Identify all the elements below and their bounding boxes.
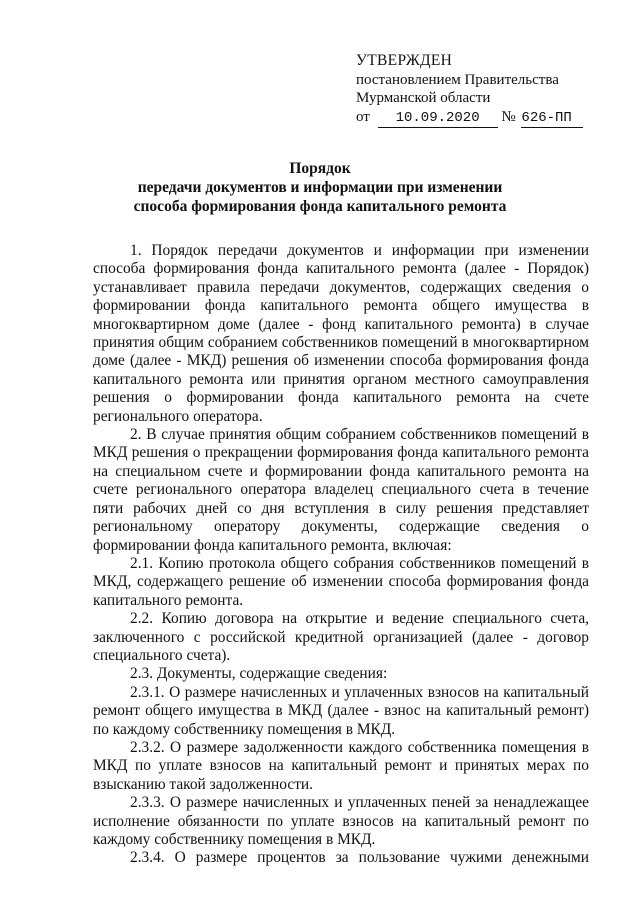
document-title	[0, 159, 640, 216]
paragraph-2-3-2: 2.3.2. О размере задолженности каждого собственника помещения в МКД по уплате взносов на капитальный ремонт и принятых мерах по взысканию такой задолженности.	[93, 738, 589, 793]
approval-date-row	[356, 108, 583, 129]
paragraph-2-3-3: 2.3.3. О размере начисленных и уплаченных пеней за ненадлежащее исполнение обязанности по уплате взносов на капитальный ремонт по каждому собственнику помещения в МКД.	[93, 794, 589, 848]
approval-line-1: постановлением Правительства	[356, 71, 559, 88]
title-line-2: передачи документов и информации при изменении	[137, 179, 503, 196]
paragraph-2-3: 2.3. Документы, содержащие сведения:	[130, 665, 388, 683]
paragraph-2-2: 2.2. Копию договора на открытие и ведение специального счета, заключенного с российской кредитной организацией (далее - договор специального счета).	[93, 610, 589, 664]
approval-number-sign: №	[501, 108, 516, 125]
approval-stamp	[356, 52, 583, 128]
paragraph-1: 1. Порядок передачи документов и информации при изменении способа формирования фонда капитального ремонта (далее - Порядок) устанавливает правила передачи документов, содержащих сведения о формировании фонда капитального ремонта общего имущества в многоквартирном доме (далее - фонд капитального ремонта) в случае принятия общим собранием собственников помещений в многоквартирном доме (далее - МКД) решения об изменении способа формирования фонда капитального ремонта или принятия органом местного самоуправления решения о формировании фонда капитального ремонта на счете регионального оператора.	[93, 242, 589, 425]
paragraph-2-3-4: 2.3.4. О размере процентов за пользование чужими денежными	[130, 849, 589, 867]
approval-date-prefix: от	[356, 108, 370, 125]
approval-heading: УТВЕРЖДЕН	[356, 52, 453, 69]
title-line-1: Порядок	[289, 160, 351, 177]
title-line-3: способа формирования фонда капитального ремонта	[133, 198, 507, 215]
paragraph-2: 2. В случае принятия общим собранием собственников помещений в МКД решения о прекращении формирования фонда капитального ремонта на специальном счете и формировании фонда капитального ремонта на счете регионального оператора владелец специального счета в течение пяти рабочих дней со дня вступления в силу решения представляет региональному оператору документы, содержащие сведения о формировании фонда капитального ремонта, включая:	[93, 426, 589, 554]
approval-line-2: Мурманской области	[356, 90, 491, 106]
document-body	[93, 242, 589, 868]
approval-number: 626-ПП	[521, 109, 583, 129]
approval-date: 10.09.2020	[378, 109, 498, 129]
paragraph-2-3-1: 2.3.1. О размере начисленных и уплаченных взносов на капитальный ремонт общего имущества в МКД (далее - взнос на капитальный ремонт) по каждому собственнику помещения в МКД.	[93, 683, 589, 738]
paragraph-2-1: 2.1. Копию протокола общего собрания собственников помещений в МКД, содержащего решение об изменении способа формирования фонда капитального ремонта.	[93, 554, 589, 609]
